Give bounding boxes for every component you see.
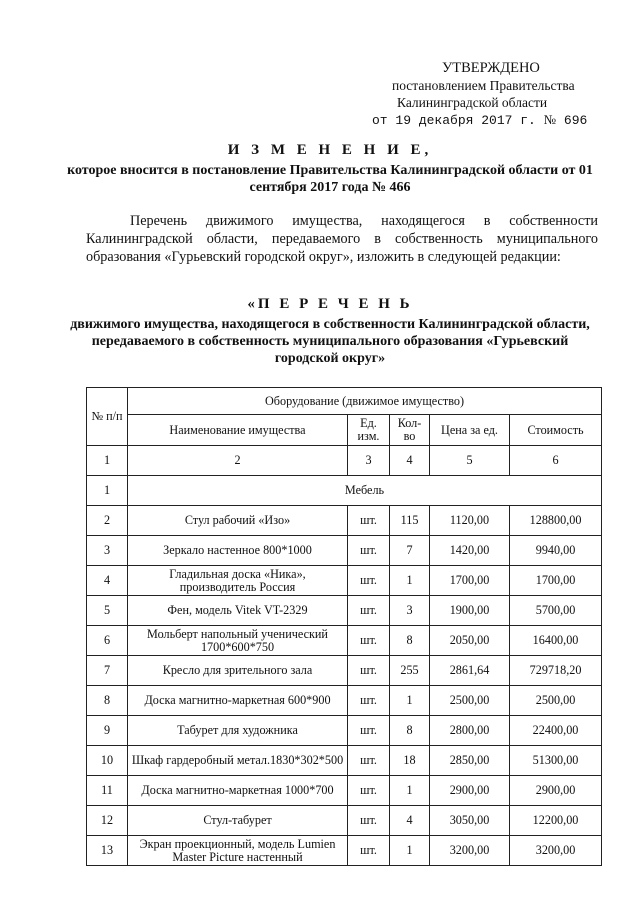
change-title: И З М Е Н Е Н И Е, <box>227 142 433 158</box>
cell-qty: 8 <box>390 716 430 746</box>
column-number-row <box>87 446 602 476</box>
cell-price: 2850,00 <box>430 746 510 776</box>
list-subtitle: движимого имущества, находящегося в собственности Калининградской области, передаваемого в собственность муниципального образования «Гурьевский городской округ» <box>70 317 590 366</box>
approval-number-mark: № <box>543 112 557 127</box>
header-row-1 <box>87 388 602 415</box>
cell-price: 3050,00 <box>430 806 510 836</box>
cell-name: Зеркало настенное 800*1000 <box>128 536 348 566</box>
cell-price: 2861,64 <box>430 656 510 686</box>
approval-prefix: от <box>372 113 388 128</box>
cell-n: 9 <box>87 716 128 746</box>
cell-n: 3 <box>87 536 128 566</box>
cell-qty: 8 <box>390 626 430 656</box>
cell-price: 2500,00 <box>430 686 510 716</box>
cell-name: Табурет для художника <box>128 716 348 746</box>
cell-price: 2050,00 <box>430 626 510 656</box>
cell-name: Доска магнитно-маркетная 1000*700 <box>128 776 348 806</box>
table-row <box>87 806 602 836</box>
cell-unit: шт. <box>348 656 390 686</box>
property-table <box>86 387 602 866</box>
cell-cost: 128800,00 <box>510 506 602 536</box>
cell-cost: 12200,00 <box>510 806 602 836</box>
cell-unit: шт. <box>348 626 390 656</box>
cell-unit: шт. <box>348 806 390 836</box>
approval-date: 19 декабря 2017 г. <box>395 113 536 128</box>
cell-n: 7 <box>87 656 128 686</box>
cell-unit: шт. <box>348 686 390 716</box>
cell-name: Шкаф гардеробный метал.1830*302*500 <box>128 746 348 776</box>
cell-cost: 9940,00 <box>510 536 602 566</box>
cell-qty: 1 <box>390 776 430 806</box>
cell-unit: шт. <box>348 566 390 596</box>
cell-unit: шт. <box>348 716 390 746</box>
colnum-3: 3 <box>348 446 390 476</box>
cell-name: Стул рабочий «Изо» <box>128 506 348 536</box>
section-row <box>87 476 602 506</box>
cell-name: Стул-табурет <box>128 806 348 836</box>
table-row <box>87 686 602 716</box>
section-num: 1 <box>87 476 128 506</box>
cell-unit: шт. <box>348 836 390 866</box>
table-row <box>87 656 602 686</box>
cell-cost: 16400,00 <box>510 626 602 656</box>
cell-n: 4 <box>87 566 128 596</box>
colnum-4: 4 <box>390 446 430 476</box>
header-unit: Ед. изм. <box>348 415 390 446</box>
approval-line2: Калининградской области <box>397 95 548 110</box>
cell-cost: 729718,20 <box>510 656 602 686</box>
section-label: Мебель <box>128 476 602 506</box>
header-qty: Кол-во <box>390 415 430 446</box>
cell-price: 2800,00 <box>430 716 510 746</box>
cell-qty: 255 <box>390 656 430 686</box>
cell-cost: 51300,00 <box>510 746 602 776</box>
cell-cost: 1700,00 <box>510 566 602 596</box>
cell-cost: 5700,00 <box>510 596 602 626</box>
cell-name: Экран проекционный, модель Lumien Master Picture настенный <box>128 836 348 866</box>
cell-qty: 1 <box>390 686 430 716</box>
approval-line1: постановлением Правительства <box>392 78 575 93</box>
table-row <box>87 536 602 566</box>
cell-unit: шт. <box>348 776 390 806</box>
cell-n: 6 <box>87 626 128 656</box>
cell-price: 2900,00 <box>430 776 510 806</box>
cell-qty: 18 <box>390 746 430 776</box>
table-row <box>87 716 602 746</box>
colnum-2: 2 <box>128 446 348 476</box>
cell-price: 1700,00 <box>430 566 510 596</box>
cell-qty: 115 <box>390 506 430 536</box>
cell-price: 3200,00 <box>430 836 510 866</box>
cell-cost: 3200,00 <box>510 836 602 866</box>
cell-name: Доска магнитно-маркетная 600*900 <box>128 686 348 716</box>
table-row <box>87 776 602 806</box>
cell-n: 12 <box>87 806 128 836</box>
cell-price: 1900,00 <box>430 596 510 626</box>
cell-name: Кресло для зрительного зала <box>128 656 348 686</box>
table-row <box>87 506 602 536</box>
approval-heading: УТВЕРЖДЕНО <box>442 60 540 76</box>
cell-qty: 3 <box>390 596 430 626</box>
cell-qty: 1 <box>390 836 430 866</box>
cell-cost: 2500,00 <box>510 686 602 716</box>
cell-cost: 2900,00 <box>510 776 602 806</box>
cell-price: 1120,00 <box>430 506 510 536</box>
table-row <box>87 566 602 596</box>
header-row-2 <box>87 415 602 446</box>
cell-n: 10 <box>87 746 128 776</box>
cell-unit: шт. <box>348 746 390 776</box>
table-body <box>87 388 602 866</box>
cell-name: Фен, модель Vitek VT-2329 <box>128 596 348 626</box>
colnum-6: 6 <box>510 446 602 476</box>
cell-n: 2 <box>87 506 128 536</box>
cell-n: 5 <box>87 596 128 626</box>
cell-n: 13 <box>87 836 128 866</box>
header-cost: Стоимость <box>510 415 602 446</box>
cell-cost: 22400,00 <box>510 716 602 746</box>
cell-price: 1420,00 <box>430 536 510 566</box>
cell-n: 8 <box>87 686 128 716</box>
cell-n: 11 <box>87 776 128 806</box>
colnum-1: 1 <box>87 446 128 476</box>
cell-unit: шт. <box>348 536 390 566</box>
body-paragraph <box>86 212 598 266</box>
colnum-5: 5 <box>430 446 510 476</box>
change-subtitle: которое вносится в постановление Правительства Калининградской области от 01 сентября 2017 года № 466 <box>67 163 593 195</box>
cell-name: Гладильная доска «Ника», производитель Россия <box>128 566 348 596</box>
cell-unit: шт. <box>348 596 390 626</box>
table-row <box>87 626 602 656</box>
header-group: Оборудование (движимое имущество) <box>128 388 602 415</box>
body-paragraph-text: Перечень движимого имущества, находящегося в собственности Калининградской области, передаваемого в собственность муниципального образования «Гурьевский городской округ», изложить в следующей редакции: <box>86 213 598 265</box>
header-num: № п/п <box>87 388 128 446</box>
approval-number: 696 <box>563 113 588 128</box>
approval-date-line <box>372 111 612 129</box>
table-row <box>87 746 602 776</box>
cell-qty: 7 <box>390 536 430 566</box>
cell-qty: 1 <box>390 566 430 596</box>
cell-name: Мольберт напольный ученический 1700*600*750 <box>128 626 348 656</box>
table-row <box>87 596 602 626</box>
approval-block <box>372 60 612 129</box>
list-title: «П Е Р Е Ч Е Н Ь <box>247 296 413 312</box>
cell-unit: шт. <box>348 506 390 536</box>
cell-qty: 4 <box>390 806 430 836</box>
header-price: Цена за ед. <box>430 415 510 446</box>
table-row <box>87 836 602 866</box>
header-name: Наименование имущества <box>128 415 348 446</box>
